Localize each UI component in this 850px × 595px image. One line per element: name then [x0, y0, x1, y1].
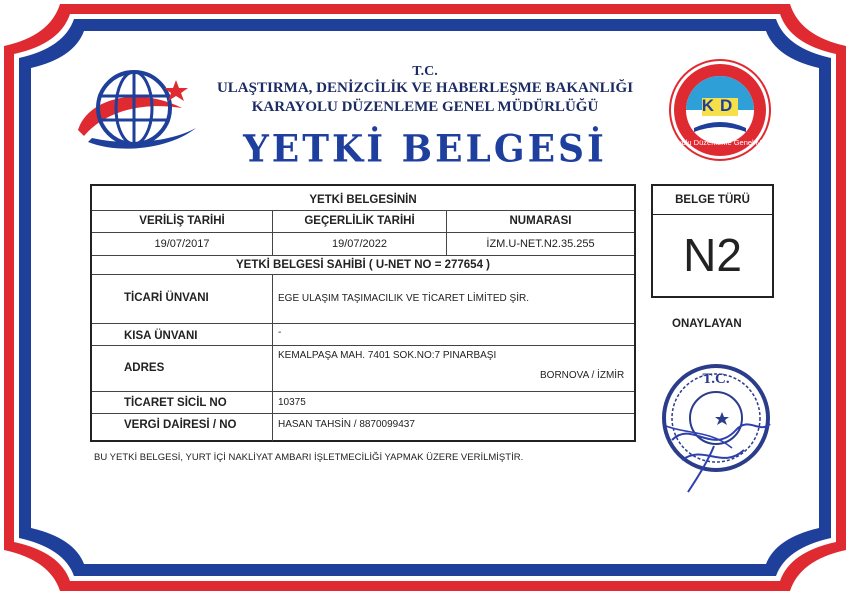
header-ministry: ULAŞTIRMA, DENİZCİLİK VE HABERLEŞME BAKANLIĞI — [216, 80, 634, 96]
header-tc: T.C. — [412, 64, 438, 79]
registry-label: TİCARET SİCİL NO — [124, 397, 227, 409]
page-title: YETKİ BELGESİ — [243, 126, 607, 172]
owner-title: YETKİ BELGESİ SAHİBİ ( U-NET NO = 277654 ) — [235, 259, 491, 271]
document-type-label: BELGE TÜRÜ — [675, 194, 750, 206]
rule — [653, 214, 772, 215]
rule — [92, 232, 634, 233]
address-line1: KEMALPAŞA MAH. 7401 SOK.NO:7 PINARBAŞI — [278, 350, 497, 361]
short-name-label: KISA ÜNVANI — [124, 330, 198, 342]
issue-date-value: 19/07/2017 — [154, 238, 210, 250]
trade-name-value: EGE ULAŞIM TAŞIMACILIK VE TİCARET LİMİTED ŞİR. — [278, 293, 529, 304]
number-label: NUMARASI — [509, 215, 572, 227]
valid-date-value: 19/07/2022 — [331, 238, 388, 250]
rule — [92, 391, 634, 392]
address-label: ADRES — [124, 362, 165, 374]
rule — [92, 413, 634, 414]
trade-name-label: TİCARİ ÜNVANI — [124, 292, 209, 304]
short-name-value: - — [278, 327, 282, 338]
kd-logo-ring-text: Karayolu Düzenleme Genel Müdürlüğü — [662, 138, 792, 147]
rule — [92, 345, 634, 346]
footer-note: BU YETKİ BELGESİ, YURT İÇİ NAKLİYAT AMBARI İŞLETMECİLİĞİ YAPMAK ÜZERE VERİLMİŞTİR. — [94, 452, 524, 463]
rule — [92, 323, 634, 324]
kd-logo-letters: KD — [701, 96, 739, 115]
approval-label: ONAYLAYAN — [672, 318, 742, 330]
number-value: İZM.U-NET.N2.35.255 — [486, 238, 595, 250]
rule — [92, 210, 634, 211]
document-type-value: N2 — [683, 229, 742, 281]
rule — [272, 275, 273, 441]
issue-date-label: VERİLİŞ TARİHİ — [139, 215, 225, 227]
header-directorate: KARAYOLU DÜZENLEME GENEL MÜDÜRLÜĞÜ — [251, 99, 599, 115]
valid-date-label: GEÇERLİLİK TARİHİ — [304, 215, 415, 227]
rule — [92, 274, 634, 275]
registry-value: 10375 — [278, 397, 306, 408]
address-line2: BORNOVA / İZMİR — [540, 370, 625, 381]
tax-office-label: VERGİ DAİRESİ / NO — [124, 419, 237, 431]
section-title: YETKİ BELGESİNİN — [309, 194, 417, 206]
seal-text: T.C. — [702, 371, 730, 387]
tax-office-value: HASAN TAHSİN / 8870099437 — [278, 419, 415, 430]
rule — [92, 255, 634, 256]
